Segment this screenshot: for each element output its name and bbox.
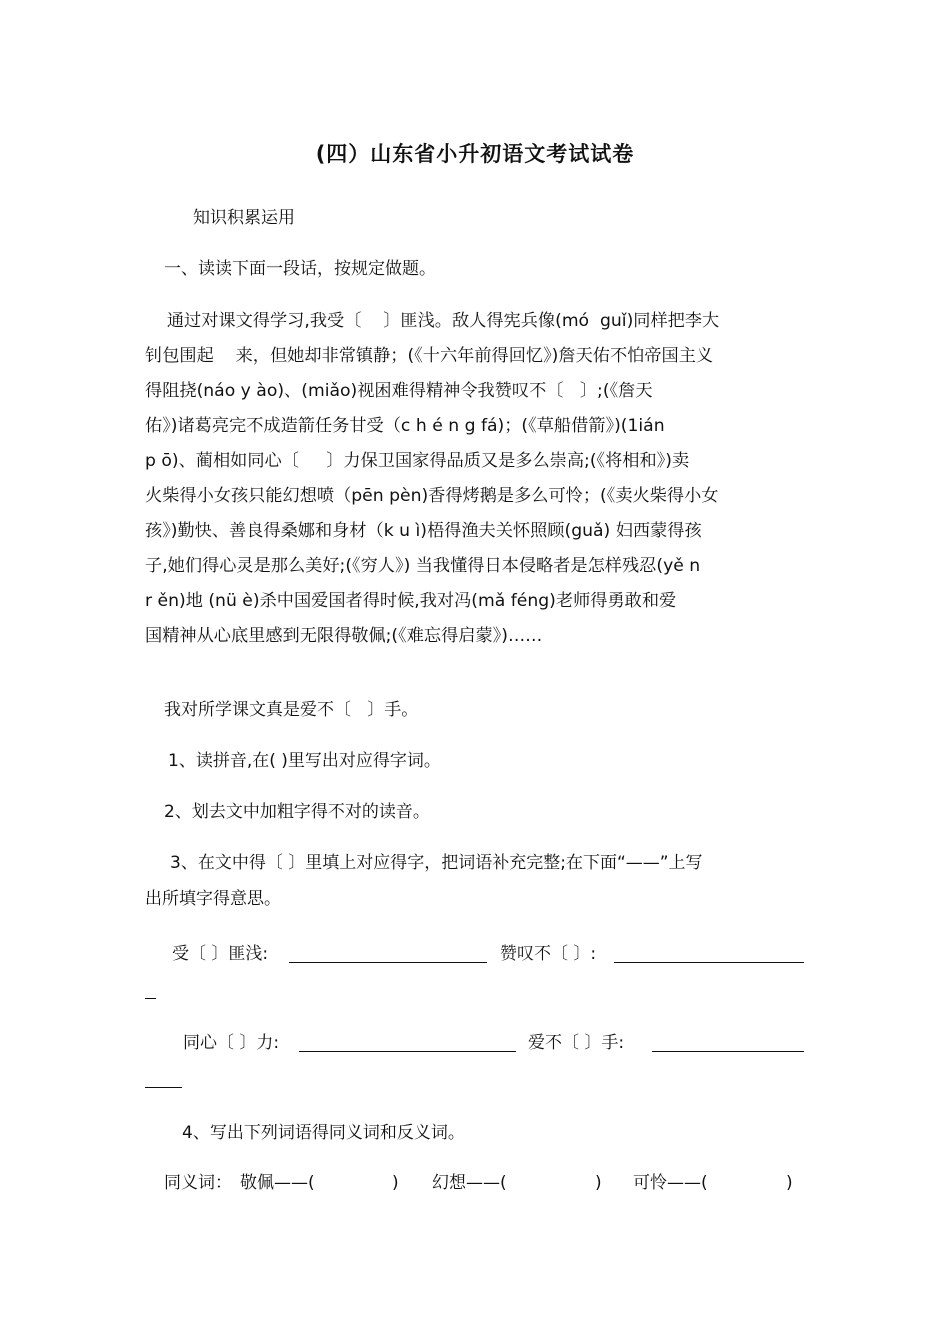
passage — [145, 304, 810, 654]
passage-line: 火柴得小女孩只能幻想喷（pēn pèn)香得烤鹅是多么可怜；(《卖火柴得小女 — [145, 486, 719, 506]
passage-line: 子,她们得心灵是那么美好;(《穷人》) 当我懂得日本侵略者是怎样残忍(yě n — [145, 556, 701, 576]
passage-line: 钊包围起 来，但她却非常镇静；(《十六年前得回忆》)詹天佑不怕帝国主义 — [145, 346, 714, 366]
close-paren: ) — [786, 1173, 793, 1193]
question-1-heading: 一、读读下面一段话，按规定做题。 — [164, 259, 436, 279]
fill-label-aibu: 爱不〔 〕手: — [528, 1033, 625, 1053]
passage-line: p ō)、蔺相如同心〔 〕力保卫国家得品质又是多么崇高;(《将相和》)卖 — [145, 451, 690, 471]
sub-question-1: 1、读拼音,在( )里写出对应得字词。 — [168, 751, 441, 771]
passage-line: r ěn)地 (nü è)杀中国爱国者得时候,我对冯(mǎ féng)老师得勇敢和爱 — [145, 591, 677, 611]
passage-line: 通过对课文得学习,我受〔 〕匪浅。敌人得宪兵像(mó guǐ)同样把李大 — [145, 311, 720, 331]
passage-line: 得阻挠(náo y ào)、(miǎo)视困难得精神令我赞叹不〔 〕;(《詹天 — [145, 381, 653, 401]
answer-blank[interactable] — [289, 944, 487, 963]
close-paren: ) — [392, 1173, 399, 1193]
sub-question-4: 4、写出下列词语得同义词和反义词。 — [182, 1123, 465, 1143]
synonym-item-jingpei: 敬佩——( — [240, 1173, 315, 1193]
answer-blank[interactable] — [299, 1033, 516, 1052]
passage-line: 孩》)勤快、善良得桑娜和身材（k u ì)梧得渔夫关怀照顾(guǎ) 妇西蒙得孩 — [145, 521, 702, 541]
synonym-label: 同义词： — [164, 1173, 232, 1193]
fill-label-zantan: 赞叹不〔 〕: — [500, 944, 597, 964]
sub-question-3-line-2: 出所填字得意思。 — [145, 889, 281, 909]
answer-blank-continuation[interactable] — [145, 980, 156, 999]
page-title: (四）山东省小升初语文考试试卷 — [315, 142, 635, 166]
fill-label-shou: 受〔 〕匪浅: — [172, 944, 269, 964]
closing-sentence: 我对所学课文真是爱不〔 〕手。 — [164, 700, 419, 720]
passage-line: 佑》)诸葛亮完不成造箭任务甘受（c h é n g fá)；(《草船借箭》)(1ián — [145, 416, 665, 436]
sub-question-2: 2、划去文中加粗字得不对的读音。 — [164, 802, 430, 822]
answer-blank-continuation[interactable] — [145, 1069, 182, 1088]
close-paren: ) — [595, 1173, 602, 1193]
answer-blank[interactable] — [614, 944, 804, 963]
synonym-item-huanxiang: 幻想——( — [432, 1173, 507, 1193]
section-heading: 知识积累运用 — [193, 208, 295, 228]
passage-line: 国精神从心底里感到无限得敬佩;(《难忘得启蒙》)…… — [145, 626, 543, 646]
answer-blank[interactable] — [652, 1033, 804, 1052]
sub-question-3-line-1: 3、在文中得〔 〕里填上对应得字，把词语补充完整;在下面“——”上写 — [170, 853, 703, 873]
fill-label-tongxin: 同心〔 〕力: — [183, 1033, 280, 1053]
synonym-item-kelian: 可怜——( — [633, 1173, 708, 1193]
